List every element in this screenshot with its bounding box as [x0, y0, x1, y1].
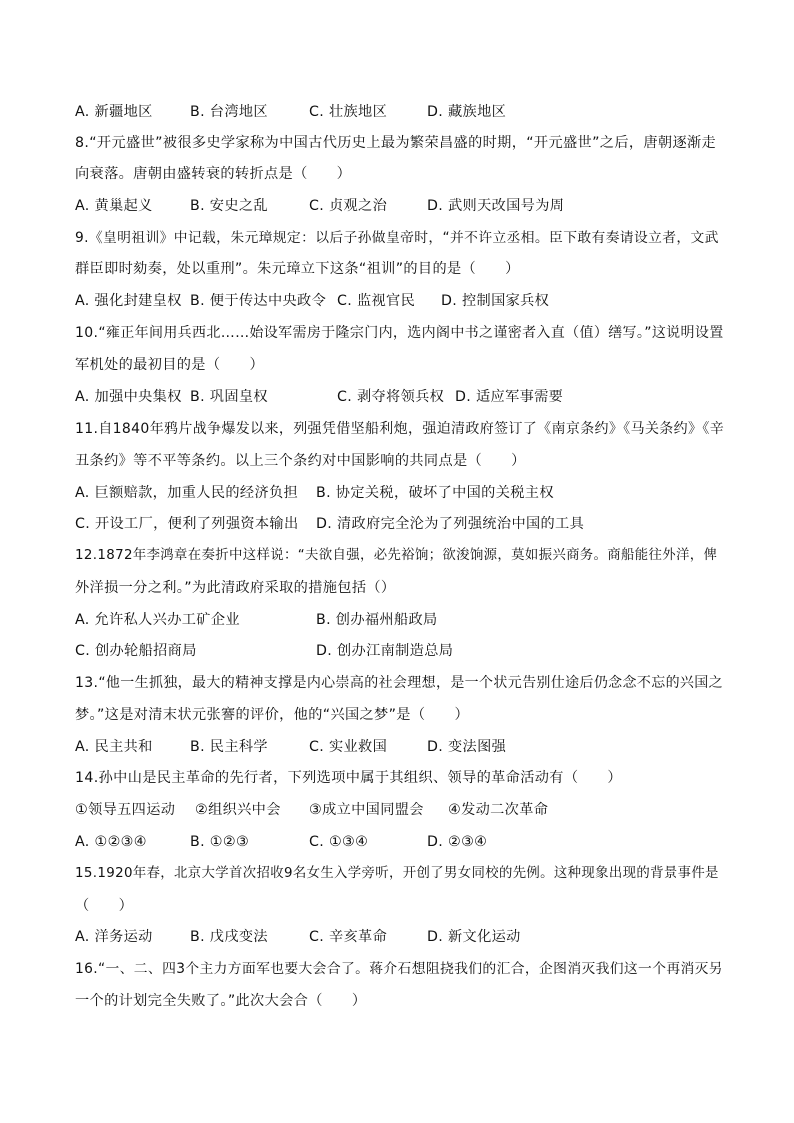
q13-option-c: C. 实业救国 — [309, 739, 388, 755]
q14-item-2: ②组织兴中会 — [195, 802, 281, 818]
q11-option-a: A. 巨额赔款，加重人民的经济负担 — [75, 485, 299, 501]
q14-item-3: ③成立中国同盟会 — [309, 802, 424, 818]
q7-option-c: C. 壮族地区 — [309, 104, 388, 120]
q12-options-row-2 — [75, 641, 735, 661]
q15-option-d: D. 新文化运动 — [427, 929, 521, 945]
q14-stem-line-1: 14.孙中山是民主革命的先行者，下列选项中属于其组织、领导的革命活动有（ ） — [75, 770, 622, 786]
q15-option-b: B. 戊戌变法 — [190, 929, 268, 945]
q12-stem-line-1: 12.1872年李鸿章在奏折中这样说：“夫欲自强，必先裕饷；欲浚饷源，莫如振兴商务。商船能往外洋，俾 — [75, 548, 718, 563]
q13-options — [75, 737, 735, 757]
q13-option-d: D. 变法图强 — [427, 739, 507, 755]
q12-option-a: A. 允许私人兴办工矿企业 — [75, 612, 240, 628]
q8-stem-line-2: 向衰落。唐朝由盛转衰的转折点是（ ） — [75, 166, 352, 182]
q11-options-row-1 — [75, 483, 735, 503]
q10-options — [75, 387, 735, 407]
q12-options-row-1 — [75, 610, 735, 630]
q9-option-d: D. 控制国家兵权 — [441, 293, 550, 309]
q8-option-c: C. 贞观之治 — [309, 198, 388, 214]
q7-option-d: D. 藏族地区 — [427, 104, 507, 120]
q7-option-a: A. 新疆地区 — [75, 104, 153, 120]
q14-items — [75, 800, 735, 820]
q11-stem-line-1: 11.自1840年鸦片战争爆发以来，列强凭借坚船利炮，强迫清政府签订了《南京条约》《马关条约》《辛 — [75, 421, 725, 437]
q14-options — [75, 832, 735, 852]
q15-option-a: A. 洋务运动 — [75, 929, 153, 945]
q15-stem-line-1: 15.1920年春，北京大学首次招收9名女生入学旁听，开创了男女同校的先例。这种现象出现的背景事件是 — [75, 866, 719, 881]
q15-option-c: C. 辛亥革命 — [309, 929, 388, 945]
q13-option-b: B. 民主科学 — [190, 739, 268, 755]
q8-option-a: A. 黄巢起义 — [75, 198, 153, 214]
q11-options-row-2 — [75, 514, 735, 534]
q9-options — [75, 291, 735, 311]
q13-stem-line-1: 13.“他一生抓独，最大的精神支撑是内心崇高的社会理想，是一个状元告别仕途后仍念念不忘的兴国之 — [75, 675, 723, 691]
q10-option-c: C. 剥夺将领兵权 — [337, 389, 445, 405]
q16-stem-line-1: 16.“一、二、四3个主力方面军也要大会合了。蒋介石想阻挠我们的汇合，企图消灭我们这一个再消灭另 — [75, 961, 723, 977]
q12-stem-line-2: 外洋损一分之利。”为此清政府采取的措施包括（） — [75, 580, 396, 596]
q11-option-d: D. 清政府完全沦为了列强统治中国的工具 — [316, 516, 585, 532]
q14-option-d: D. ②③④ — [427, 834, 488, 850]
q10-option-a: A. 加强中央集权 — [75, 389, 182, 405]
q8-option-b: B. 安史之乱 — [190, 198, 268, 214]
q10-option-b: B. 巩固皇权 — [190, 389, 268, 405]
q14-item-4: ④发动二次革命 — [448, 802, 549, 818]
q9-option-a: A. 强化封建皇权 — [75, 293, 182, 309]
q8-options — [75, 196, 735, 216]
q15-options — [75, 927, 735, 947]
q14-option-c: C. ①③④ — [309, 834, 369, 850]
q9-stem-line-1: 9.《皇明祖训》中记载，朱元璋规定：以后子孙做皇帝时，“并不许立丞相。臣下敢有奏请设立者，文武 — [75, 230, 719, 246]
q12-option-d: D. 创办江南制造总局 — [316, 643, 454, 659]
q8-option-d: D. 武则天改国号为周 — [427, 198, 565, 214]
q16-stem-line-2: 一个的计划完全失败了。”此次大会合（ ） — [75, 993, 367, 1009]
q11-option-c: C. 开设工厂，便利了列强资本输出 — [75, 516, 299, 532]
q11-option-b: B. 协定关税，破坏了中国的关税主权 — [316, 485, 554, 501]
q12-option-b: B. 创办福州船政局 — [316, 612, 438, 628]
q9-stem-line-2: 群臣即时劾奏，处以重刑”。朱元璋立下这条“祖训”的目的是（ ） — [75, 261, 520, 277]
q7-options — [75, 102, 735, 122]
q15-stem-line-2: （ ） — [75, 898, 134, 914]
q10-stem-line-2: 军机处的最初目的是（ ） — [75, 357, 264, 373]
q14-option-b: B. ①②③ — [190, 834, 250, 850]
q11-stem-line-2: 丑条约》等不平等条约。以上三个条约对中国影响的共同点是（ ） — [75, 453, 526, 469]
q14-option-a: A. ①②③④ — [75, 834, 147, 850]
q14-item-1: ①领导五四运动 — [75, 802, 176, 818]
q10-stem-line-1: 10.“雍正年间用兵西北……始设军需房于隆宗门内，选内阁中书之谨密者入直（值）缮写。”这说明设置 — [75, 325, 724, 341]
q10-option-d: D. 适应军事需要 — [455, 389, 564, 405]
q8-stem-line-1: 8.“开元盛世”被很多史学家称为中国古代历史上最为繁荣昌盛的时期，“开元盛世”之后，唐朝逐渐走 — [75, 135, 717, 151]
q9-option-c: C. 监视官民 — [337, 293, 416, 309]
q9-option-b: B. 便于传达中央政令 — [190, 293, 327, 309]
q13-stem-line-2: 梦。”这是对清末状元张謇的评价，他的“兴国之梦”是（ ） — [75, 707, 469, 723]
q12-option-c: C. 创办轮船招商局 — [75, 643, 197, 659]
q13-option-a: A. 民主共和 — [75, 739, 153, 755]
q7-option-b: B. 台湾地区 — [190, 104, 268, 120]
